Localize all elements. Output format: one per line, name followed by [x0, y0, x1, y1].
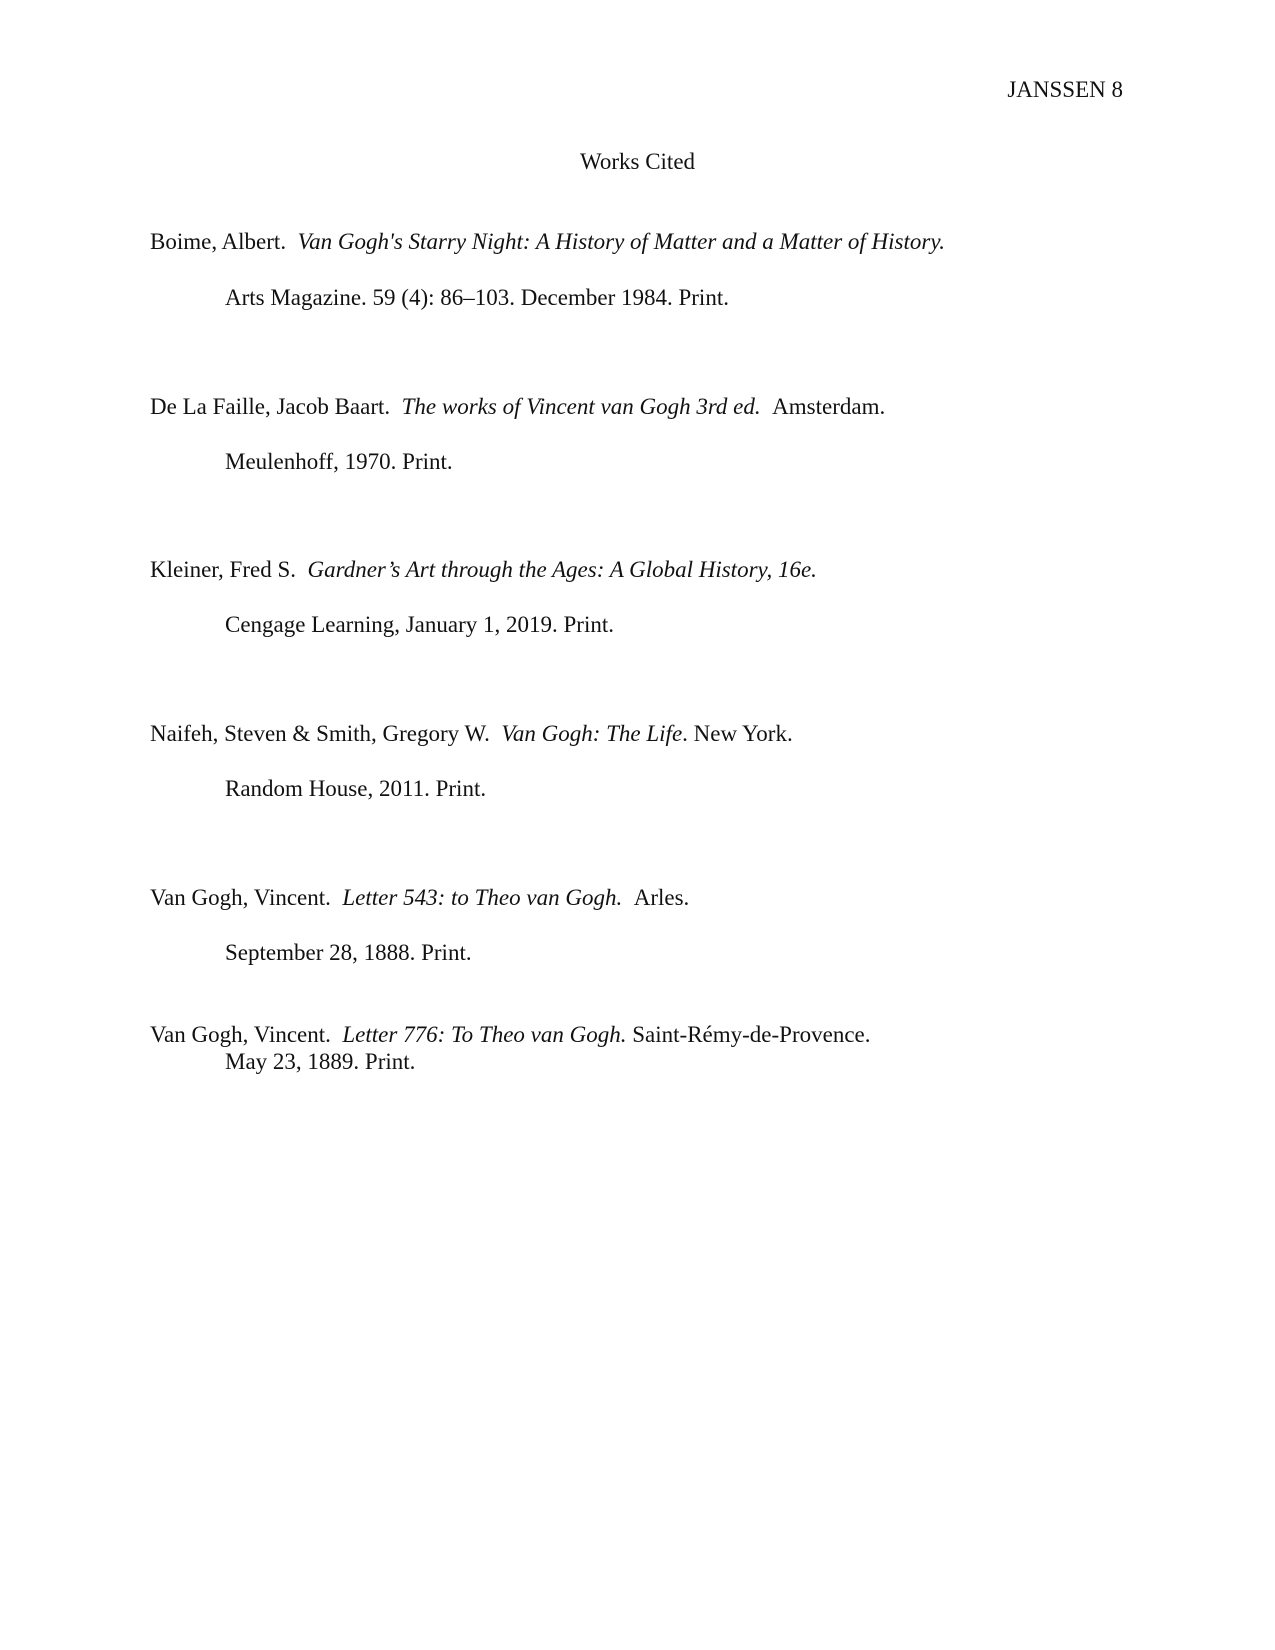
- citation-title: Van Gogh: The Life: [501, 721, 683, 746]
- citation-author: Naifeh, Steven & Smith, Gregory W.: [150, 721, 490, 746]
- citation-title: Letter 776: To Theo van Gogh.: [342, 1022, 627, 1047]
- citation-entry-4-line-2: Random House, 2011. Print.: [225, 776, 487, 801]
- citation-entry-6-line-2: May 23, 1889. Print.: [225, 1049, 416, 1074]
- citation-title: The works of Vincent van Gogh 3rd ed.: [401, 394, 761, 419]
- running-head: JANSSEN 8: [1007, 77, 1123, 102]
- citation-entry-2-line-2: Meulenhoff, 1970. Print.: [225, 449, 453, 474]
- citation-publisher-place: Amsterdam.: [772, 394, 886, 419]
- citation-publisher-place: Saint-Rémy-de-Provence.: [632, 1022, 871, 1047]
- citation-author: De La Faille, Jacob Baart.: [150, 394, 391, 419]
- citation-author: Boime, Albert.: [150, 229, 287, 254]
- citation-entry-3-line-2: Cengage Learning, January 1, 2019. Print.: [225, 612, 614, 637]
- citation-title: Van Gogh's Starry Night: A History of Matter and a Matter of History.: [297, 229, 946, 254]
- citation-entry-1-line-2: Arts Magazine. 59 (4): 86–103. December 1984. Print.: [225, 285, 729, 310]
- citation-entry-6-line-1: [150, 1021, 870, 1049]
- citation-author: Van Gogh, Vincent.: [150, 885, 331, 910]
- citation-entry-1-line-1: [150, 228, 945, 256]
- citation-publisher-place: . New York.: [682, 721, 793, 746]
- citation-author: Kleiner, Fred S.: [150, 557, 296, 582]
- citation-entry-5-line-1: [150, 884, 689, 912]
- citation-entry-2-line-1: [150, 393, 885, 421]
- citation-publisher-place: Arles.: [633, 885, 690, 910]
- citation-entry-5-line-2: September 28, 1888. Print.: [225, 940, 472, 965]
- page-title: Works Cited: [579, 149, 696, 174]
- citation-entry-4-line-1: [150, 720, 793, 748]
- citation-author: Van Gogh, Vincent.: [150, 1022, 331, 1047]
- citation-title: Gardner’s Art through the Ages: A Global History, 16e.: [307, 557, 817, 582]
- citation-entry-3-line-1: [150, 556, 817, 584]
- citation-title: Letter 543: to Theo van Gogh.: [342, 885, 623, 910]
